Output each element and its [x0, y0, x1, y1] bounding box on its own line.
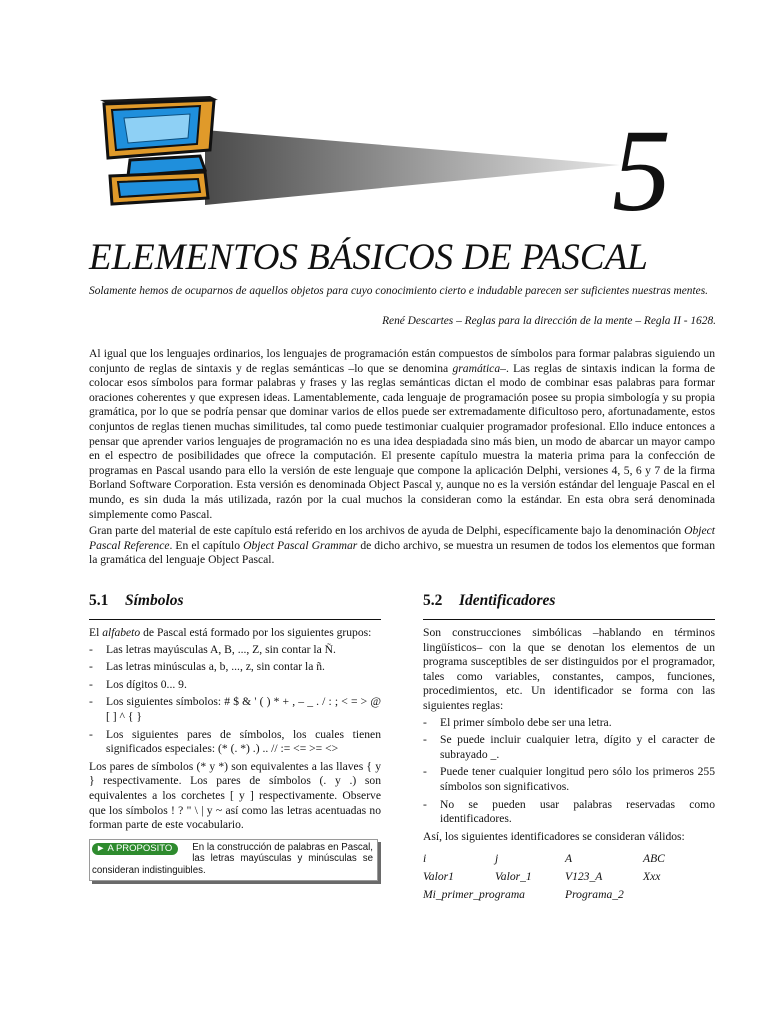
epigraph-attribution: René Descartes – Reglas para la dirección de la mente – Regla II - 1628.	[382, 315, 716, 327]
section-title: Identificadores	[459, 592, 556, 609]
list-item: - Los dígitos 0... 9.	[89, 678, 381, 693]
section-identifiers	[423, 594, 715, 904]
identifiers-lead: Son construcciones simbólicas –hablando en términos lingüísticos– con la que se denotan los elementos de un programa susceptibles de ser distinguidos por el programador, tales como variables, constantes, campos, funciones, procedimientos, etc. Un identificador se forma con las siguientes reglas:	[423, 626, 715, 712]
symbols-lead-emphasis: alfabeto	[102, 626, 141, 639]
epigraph-quote: Solamente hemos de ocuparnos de aquellos objetos para cuyo conocimiento cierto e indudable parecen ser suficientes nuestras mentes.	[89, 285, 708, 297]
identifiers-after-text: Así, los siguientes identificadores se consideran válidos:	[423, 829, 685, 843]
intro-p2-text-b: . En el capítulo	[169, 538, 244, 552]
section-number: 5.2	[423, 592, 443, 609]
intro-p2-text-c: de dicho archivo, se muestra un resumen de todos los elementos que forman la gramática del lenguaje Object Pascal.	[89, 538, 715, 567]
example-cell: A	[565, 852, 573, 866]
table-row	[423, 886, 715, 904]
intro-text	[89, 347, 715, 570]
example-cell: i	[423, 852, 427, 866]
table-row	[423, 868, 715, 886]
aside-text: En la construcción de palabras en Pascal, las letras mayúsculas y minúsculas se consideran indistinguibles.	[92, 841, 373, 876]
example-cell: Xxx	[643, 870, 661, 884]
intro-p2-text-a: Gran parte del material de este capítulo está referido en los archivos de ayuda de Delphi, específicamente bajo la denominación	[89, 524, 685, 538]
intro-paragraph-1	[89, 347, 715, 522]
symbols-after-text: Los pares de símbolos (* y *) son equivalentes a las llaves { y } respectivamente. Los pares de símbolos (. y .) son equivalentes a los corchetes [ y ] respectivamente. Observe que los símbolos ! ? " \ | y ~ así como las letras acentuadas no forman parte de este vocabulario.	[89, 759, 381, 832]
section-heading-identifiers	[423, 594, 715, 620]
table-row	[423, 850, 715, 868]
example-cell: Mi_primer_programa	[423, 888, 525, 902]
section-title: Símbolos	[125, 592, 184, 609]
computer-icon	[100, 96, 218, 204]
list-item: - Las letras minúsculas a, b, ..., z, sin contar la ñ.	[89, 660, 381, 675]
intro-p2-emphasis-2: Object Pascal Grammar	[243, 538, 358, 552]
list-item: - Las letras mayúsculas A, B, ..., Z, sin contar la Ñ.	[89, 643, 381, 658]
symbols-lead-a: El	[89, 626, 103, 639]
symbols-lead	[89, 626, 381, 641]
example-cell: Valor1	[423, 870, 454, 884]
list-item: - Puede tener cualquier longitud pero sólo los primeros 255 símbolos son significativos.	[423, 765, 715, 794]
section-heading-symbols	[89, 594, 381, 620]
aside-note	[89, 839, 378, 881]
intro-p1-text-b: –. Las reglas de sintaxis indican la forma de colocar esos símbolos para formar palabras y frases y las reglas semánticas dictan el modo de combinar esas palabras para formar oraciones coherentes y que expresen ideas. Lamentablemente, cada lenguaje de programación posee su propia simbología y su propia gramática, por lo que se podría pensar que dominar varios de ellos puede ser extremadamente dificultoso pero, afortunadamente, estos conjuntos de reglas tienen muchas similitudes, tal como puede testimoniar cualquier programador profesional. Ello induce entonces a pensar que aprender varios lenguajes de programación no es una idea despiadada sino más bien, un modo de abarcar un mayor campo en el espectro de posibilidades que ofrece la computación. El presente capítulo muestra la materia prima para la confección de programas en Pascal usando para ello la versión de este lenguaje que compone la aplicación Delphi, versiones 4, 5, 6 y 7 de la firma Borland Software Corporation. Esta versión es denominada Object Pascal y, aunque no es la versión estándar del lenguaje Pascal en el mundo, es sin duda la más utilizada, razón por la cual muchos la consideran como la estándar. En esta obra será denominada simplemente como Pascal.	[89, 361, 716, 521]
symbols-list	[89, 643, 381, 757]
section-number: 5.1	[89, 592, 109, 609]
list-item: - El primer símbolo debe ser una letra.	[423, 716, 715, 731]
list-item: - Se puede incluir cualquier letra, dígito y el caracter de subrayado _.	[423, 733, 715, 762]
example-cell: ABC	[643, 852, 665, 866]
list-item: - No se pueden usar palabras reservadas como identificadores.	[423, 798, 715, 827]
list-item: - Los siguientes símbolos: # $ & ' ( ) * + , – _ . / : ; < = > @ [ ] ^ { }	[89, 695, 381, 724]
identifiers-rules-list	[423, 716, 715, 827]
symbols-lead-b: de Pascal está formado por los siguientes grupos:	[140, 626, 372, 639]
list-item: - Los siguientes pares de símbolos, los cuales tienen significados especiales: (* (. *) .) .. // := <= >= <>	[89, 728, 381, 757]
gradient-beam	[205, 130, 620, 205]
chapter-number: 5	[612, 105, 671, 230]
aside-badge: ► A PROPOSITO	[92, 843, 178, 855]
example-cell: j	[495, 852, 499, 866]
intro-p1-emphasis: gramática	[452, 361, 501, 375]
intro-p1-text-a: Al igual que los lenguajes ordinarios, los lenguajes de programación están compuestos de símbolos para formar palabras siguiendo un conjunto de reglas de sintaxis y de reglas semánticas –lo que se denomina	[89, 347, 715, 375]
chapter-header-illustration	[0, 0, 768, 230]
example-cell: V123_A	[565, 870, 603, 884]
section-symbols	[89, 594, 381, 881]
identifier-examples	[423, 850, 715, 904]
chapter-title: ELEMENTOS BÁSICOS DE PASCAL	[89, 237, 648, 278]
intro-p2-emphasis-1: Object Pascal Reference	[89, 524, 715, 552]
example-cell: Valor_1	[495, 870, 532, 884]
intro-paragraph-2	[89, 524, 715, 568]
example-cell: Programa_2	[565, 888, 624, 902]
